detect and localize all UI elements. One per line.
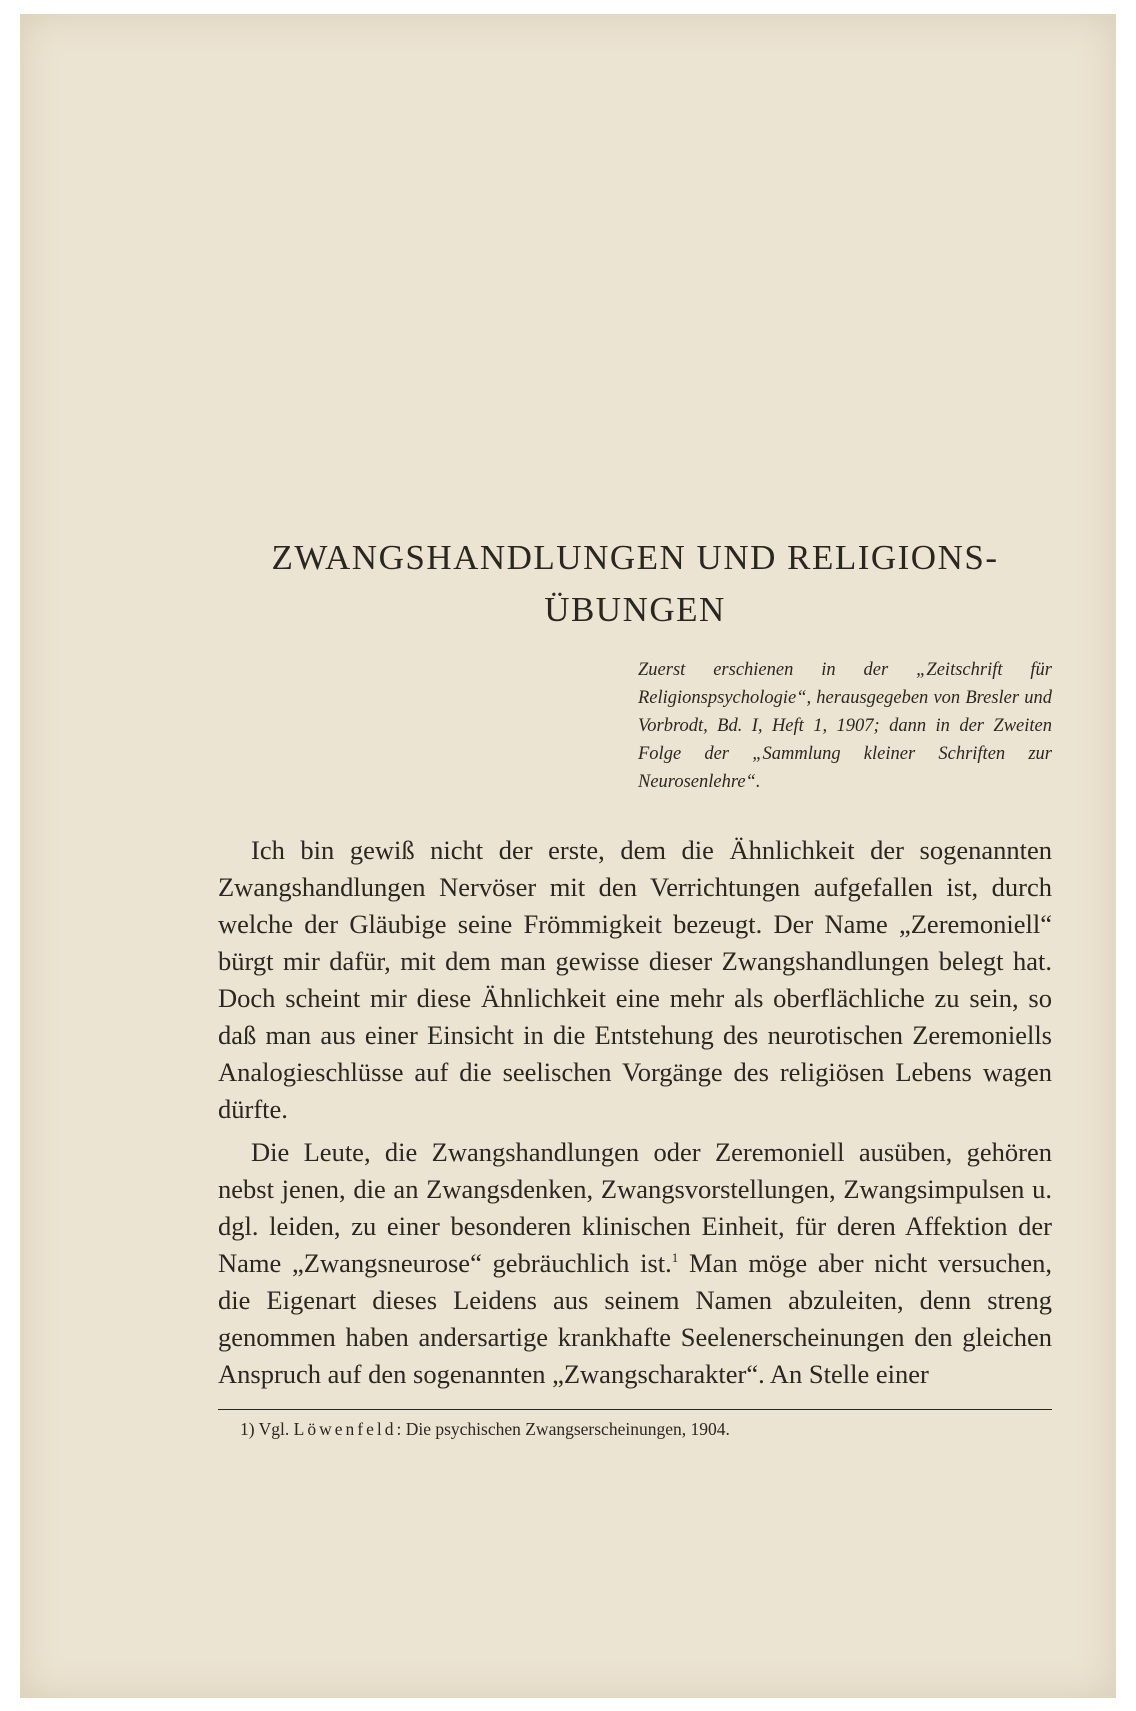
paragraph-2-text-before-ref: Die Leute, die Zwangshandlungen oder Zeremoniell ausüben, gehören nebst jenen, die an Zwangsdenken, Zwangsvorstellungen, Zwangsimpulsen u. dgl. leiden, zu einer besonderen klinischen Einheit, für deren Affektion der Name „Zwangsneurose“ gebräuchlich ist. — [218, 1137, 1052, 1278]
book-page — [20, 14, 1116, 1698]
footnote-divider — [218, 1409, 1052, 1410]
footnote-author: Löwenfeld — [293, 1419, 397, 1439]
source-note: Zuerst erschienen in der „Zeitschrift für Religionspsychologie“, herausgegeben von Bresler und Vorbrodt, Bd. I, Heft 1, 1907; dann in der Zweiten Folge der „Sammlung kleiner Schriften zur Neurosenlehre“. — [638, 660, 1052, 792]
body-paragraph-1 — [218, 832, 1052, 1128]
footnote — [240, 1416, 1052, 1442]
body-paragraph-2 — [218, 1134, 1052, 1393]
footnote-text: : Die psychischen Zwangserscheinungen, 1904. — [396, 1419, 730, 1439]
chapter-title: ZWANGSHANDLUNGEN UND RELIGIONS-ÜBUNGEN — [271, 538, 999, 629]
paragraph-2-text-after-ref: Man möge aber nicht versuchen, die Eigenart dieses Leidens aus seinem Namen abzuleiten, denn streng genommen haben andersartige krankhafte Seelenerscheinungen den gleichen Anspruch auf den sogenannten „Zwangscharakter“. An Stelle einer — [218, 1248, 1052, 1389]
footnote-marker: 1) — [240, 1419, 255, 1439]
footnote-reference[interactable]: 1 — [671, 1250, 679, 1266]
paragraph-1-text: Ich bin gewiß nicht der erste, dem die Ähnlichkeit der sogenannten Zwangshandlungen Nervöser mit den Verrichtungen aufgefallen ist, durch welche der Gläubige seine Frömmigkeit bezeugt. Der Name „Zeremoniell“ bürgt mir dafür, mit dem man gewisse dieser Zwangshandlungen belegt hat. Doch scheint mir diese Ähnlichkeit eine mehr als oberflächliche zu sein, so daß man aus einer Einsicht in die Entstehung des neurotischen Zeremoniells Analogieschlüsse auf die seelischen Vorgänge des religiösen Lebens wagen dürfte. — [218, 835, 1052, 1124]
page-content — [218, 532, 1052, 1442]
footnote-prefix: Vgl. — [258, 1419, 290, 1439]
